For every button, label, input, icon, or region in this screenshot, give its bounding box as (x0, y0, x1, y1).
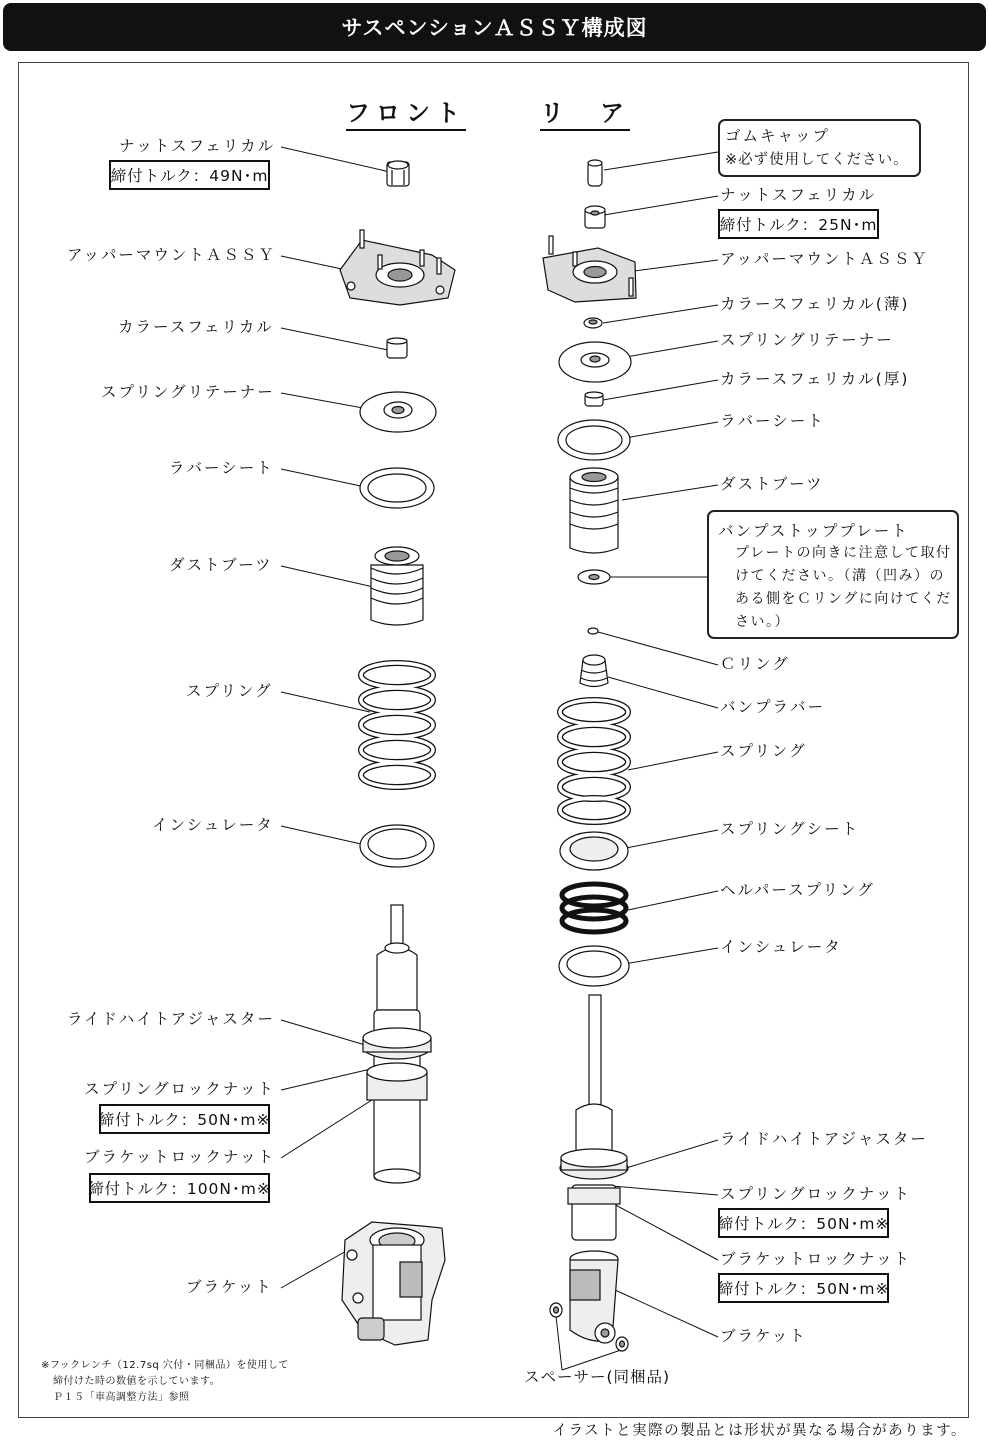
rear-rubber-cap (588, 160, 602, 186)
front-nut-spherical-label: ナットスフェリカル (119, 137, 276, 155)
rear-helper-spring-label: ヘルパースプリング (720, 881, 875, 899)
front-collar-spherical (387, 338, 407, 358)
rear-nut-torque-box: 締付トルク：25N･m (718, 209, 879, 239)
page-title: サスペンションＡＳＳＹ構成図 (3, 3, 986, 51)
rear-c-ring-label: Ｃリング (720, 655, 790, 673)
front-spring-label: スプリング (186, 682, 273, 700)
rear-insulator (559, 946, 629, 986)
front-upper-mount-label: アッパーマウントＡＳＳＹ (67, 246, 276, 264)
rear-bumpstop-note-line: けてください。（溝（凹み）の (735, 568, 945, 584)
front-collar-label: カラースフェリカル (118, 318, 274, 336)
front-ride-height-label: ライドハイトアジャスター (67, 1010, 275, 1028)
front-nut-spherical (387, 161, 409, 186)
rear-c-ring (588, 628, 598, 634)
rear-dust-boot (570, 468, 618, 553)
front-damper (363, 905, 431, 1183)
rear-rubber-cap-note: ※必ず使用してください。 (725, 152, 909, 168)
rear-spring-seat (560, 832, 628, 870)
rear-bump-rubber (580, 655, 608, 687)
front-upper-mount (340, 230, 455, 305)
rear-spacer-label: スペーサー(同梱品) (524, 1368, 671, 1386)
front-dust-boot-label: ダストブーツ (169, 556, 273, 574)
torque-footnote (41, 1358, 289, 1406)
rear-bumpstop-plate (578, 570, 610, 584)
rear-collar-thin (584, 318, 602, 328)
torque-footnote-line: ※フックレンチ（12.7sq 穴付・同梱品）を使用して (41, 1360, 289, 1371)
rear-bumpstop-note-line: さい。） (735, 614, 790, 630)
front-heading: フロント (346, 93, 466, 131)
front-rubber-seat (360, 468, 434, 508)
rear-bump-rubber-label: バンプラバー (720, 698, 826, 716)
front-spring-locknut-torque-box: 締付トルク：50N･m※ (99, 1104, 270, 1134)
disclaimer-footer: イラストと実際の製品とは形状が異なる場合があります。 (552, 1423, 967, 1439)
rear-nut-spherical-label: ナットスフェリカル (720, 186, 877, 204)
rear-bumpstop-note (735, 542, 952, 634)
rear-bracket-locknut-label: ブラケットロックナット (720, 1250, 912, 1268)
rear-helper-spring (562, 884, 626, 932)
rear-parts (543, 160, 636, 1351)
front-bracket (342, 1222, 445, 1345)
rear-heading: リ ア (540, 93, 630, 131)
rear-bracket-label: ブラケット (720, 1327, 807, 1345)
front-spring-locknut-label: スプリングロックナット (84, 1080, 275, 1098)
front-insulator (360, 825, 434, 867)
rear-insulator-label: インシュレータ (720, 938, 842, 956)
front-spring (361, 663, 433, 787)
rear-bumpstop-plate-label: バンプストッププレート (718, 522, 909, 540)
rear-bumpstop-note-line: プレートの向きに注意して取付 (735, 545, 952, 561)
rear-spring-seat-label: スプリングシート (720, 820, 860, 838)
rear-rubber-cap-label: ゴムキャップ (725, 127, 831, 145)
front-spring-retainer (360, 392, 436, 432)
leader-lines (281, 147, 718, 1370)
rear-spring-retainer (559, 342, 631, 382)
torque-footnote-line: Ｐ１５「車高調整方法」参照 (53, 1392, 190, 1403)
rear-dust-boot-label: ダストブーツ (720, 475, 824, 493)
rear-upper-mount (543, 236, 636, 302)
rear-nut-spherical (585, 206, 605, 228)
rear-rubber-seat-label: ラバーシート (720, 412, 825, 430)
rear-collar-thin-label: カラースフェリカル(薄) (720, 295, 910, 313)
rear-spring-locknut-torque-box: 締付トルク：50N･m※ (718, 1208, 889, 1238)
rear-damper (560, 995, 628, 1240)
rear-rubber-seat (558, 420, 630, 460)
front-nut-torque-box: 締付トルク：49N･m (109, 160, 270, 190)
front-parts (340, 161, 455, 1345)
rear-collar-thick (585, 392, 603, 406)
rear-spring-label: スプリング (720, 742, 807, 760)
torque-footnote-line: 締付けた時の数値を示しています。 (53, 1376, 221, 1387)
front-dust-boot (371, 547, 423, 625)
rear-bracket-locknut-torque-box: 締付トルク：50N･m※ (718, 1273, 889, 1303)
front-bracket-locknut-torque-box: 締付トルク：100N･m※ (89, 1173, 270, 1203)
front-insulator-label: インシュレータ (152, 816, 274, 834)
front-bracket-label: ブラケット (186, 1278, 273, 1296)
rear-spring-locknut-label: スプリングロックナット (720, 1185, 911, 1203)
rear-collar-thick-label: カラースフェリカル(厚) (720, 370, 910, 388)
front-rubber-seat-label: ラバーシート (169, 459, 274, 477)
rear-bumpstop-note-line: ある側をＣリングに向けてくだ (735, 591, 952, 607)
rear-upper-mount-label: アッパーマウントＡＳＳＹ (720, 250, 929, 268)
rear-ride-height-label: ライドハイトアジャスター (720, 1130, 928, 1148)
front-retainer-label: スプリングリテーナー (101, 383, 275, 401)
front-bracket-locknut-label: ブラケットロックナット (84, 1148, 276, 1166)
rear-spring (560, 700, 628, 822)
rear-retainer-label: スプリングリテーナー (720, 331, 894, 349)
rear-bracket (570, 1251, 618, 1343)
